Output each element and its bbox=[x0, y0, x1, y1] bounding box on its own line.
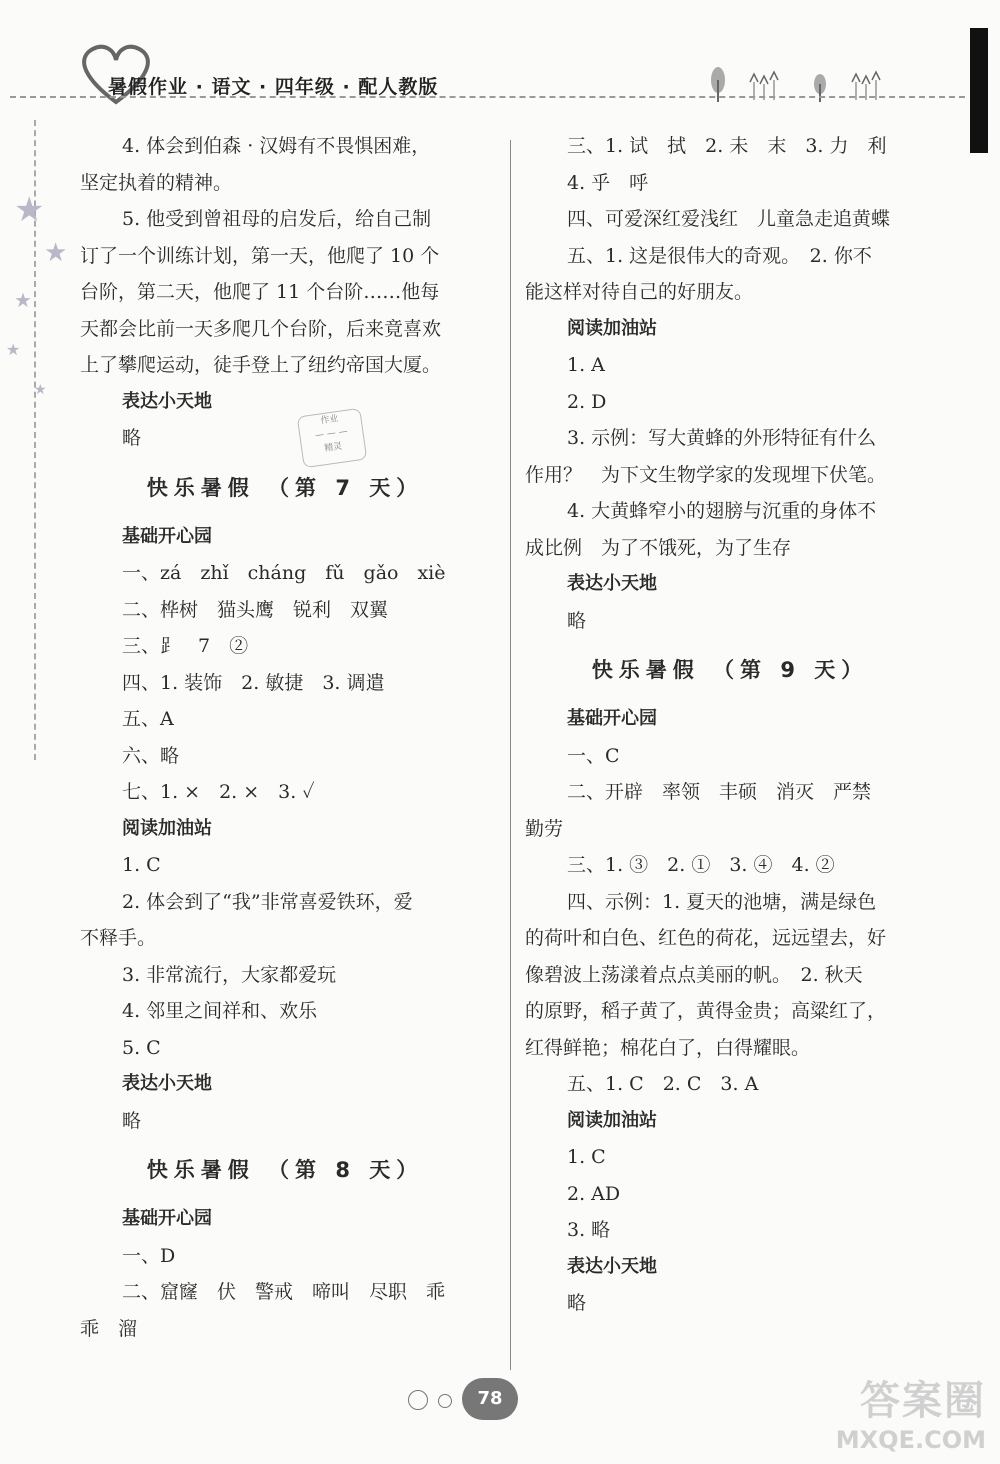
star-icon: ★ bbox=[44, 238, 68, 268]
answer-line: 乖 溜 bbox=[80, 1317, 138, 1340]
answer-line: 七、1. × 2. × 3. ✓ bbox=[122, 781, 315, 803]
subsection-label: 基础开心园 bbox=[122, 1208, 212, 1229]
answer-line: 四、示例：1. 夏天的池塘，满是绿色 bbox=[567, 890, 877, 913]
answer-line: 不释手。 bbox=[80, 927, 157, 949]
answer-line: 4. 邻里之间祥和、欢乐 bbox=[122, 1000, 318, 1022]
circle-decoration-icon bbox=[438, 1394, 452, 1408]
subsection-label: 基础开心园 bbox=[122, 525, 212, 547]
answer-line: 4. 体会到伯森 · 汉姆有不畏惧困难， bbox=[122, 135, 431, 157]
answer-line: 3. 略 bbox=[567, 1219, 611, 1241]
header-divider bbox=[10, 96, 965, 98]
left-column bbox=[80, 128, 490, 1347]
page-number: 78 bbox=[462, 1378, 518, 1420]
answer-line: 4. 乎 呼 bbox=[567, 171, 649, 194]
answer-line: 的原野，稻子黄了，黄得金贵；高粱红了， bbox=[525, 1000, 887, 1022]
answer-line: 六、略 bbox=[122, 744, 180, 767]
subsection-label: 基础开心园 bbox=[567, 708, 657, 729]
watermark: 答案圈 MXQE.COM bbox=[835, 1378, 986, 1454]
star-icon: ★ bbox=[14, 190, 45, 230]
right-column bbox=[525, 128, 935, 1322]
answer-line: 二、桦树 猫头鹰 锐利 双翼 bbox=[122, 598, 389, 621]
star-icon: ★ bbox=[14, 288, 32, 312]
answer-line: 略 bbox=[567, 1292, 587, 1314]
answer-line: 红得鲜艳；棉花白了，白得耀眼。 bbox=[525, 1036, 811, 1059]
homework-stamp: 作业 — — — 精灵 bbox=[297, 408, 368, 468]
answer-line: 5. 他受到曾祖母的启发后，给自己制 bbox=[122, 208, 432, 230]
answer-line: 3. 示例：写大黄蜂的外形特征有什么 bbox=[567, 427, 877, 449]
tree-decoration-icon bbox=[700, 62, 890, 106]
answer-line: 2. D bbox=[567, 390, 607, 413]
answer-line: 一、zá zhǐ cháng fǔ gǎo xiè bbox=[122, 562, 446, 584]
answer-line: 台阶，第二天，他爬了 11 个台阶……他每 bbox=[80, 281, 440, 303]
answer-line: 5. C bbox=[122, 1036, 161, 1059]
answer-line: 的荷叶和白色、红色的荷花，远远望去，好 bbox=[525, 927, 887, 949]
answer-line: 1. A bbox=[567, 354, 605, 376]
answer-line: 二、窟窿 伏 警戒 啼叫 尽职 乖 bbox=[122, 1281, 446, 1303]
answer-line: 4. 大黄蜂窄小的翅膀与沉重的身体不 bbox=[567, 500, 877, 522]
header-title: 暑假作业 · 语文 · 四年级 · 配人教版 bbox=[108, 76, 439, 98]
subsection-label: 表达小天地 bbox=[567, 573, 657, 594]
answer-line: 五、1. 这是很伟大的奇观。 2. 你不 bbox=[567, 244, 872, 267]
answer-line: 五、1. C 2. C 3. A bbox=[567, 1073, 759, 1095]
star-icon: ★ bbox=[34, 382, 47, 398]
answer-line: 五、A bbox=[122, 708, 174, 730]
answer-line: 上了攀爬运动，徒手登上了纽约帝国大厦。 bbox=[80, 354, 442, 376]
section-heading: 快乐暑假 （第 9 天） bbox=[591, 658, 869, 682]
answer-line: 2. AD bbox=[567, 1182, 621, 1205]
subsection-label: 表达小天地 bbox=[122, 1073, 212, 1094]
answer-line: 1. C bbox=[567, 1146, 606, 1168]
subsection-label: 表达小天地 bbox=[122, 390, 212, 412]
answer-line: 作用？ 为下文生物学家的发现埋下伏笔。 bbox=[525, 463, 887, 486]
answer-line: 订了一个训练计划，第一天，他爬了 10 个 bbox=[80, 244, 440, 267]
subsection-label: 阅读加油站 bbox=[122, 817, 212, 839]
answer-line: 略 bbox=[122, 1109, 142, 1132]
answer-line: 四、可爱深红爱浅红 儿童急走追黄蝶 bbox=[567, 208, 891, 230]
answer-line: 成比例 为了不饿死，为了生存 bbox=[525, 536, 792, 559]
answer-line: 1. C bbox=[122, 854, 161, 876]
answer-line: 三、1. 试 拭 2. 未 末 3. 力 利 bbox=[567, 135, 887, 157]
subsection-label: 表达小天地 bbox=[567, 1255, 657, 1277]
edge-bar bbox=[970, 28, 988, 153]
answer-line: 像碧波上荡漾着点点美丽的帆。 2. 秋天 bbox=[525, 963, 863, 986]
answer-line: 四、1. 装饰 2. 敏捷 3. 调遣 bbox=[122, 671, 385, 694]
answer-line: 二、开辟 率领 丰硕 消灭 严禁 bbox=[567, 781, 872, 803]
answer-line: 三、⻊ 7 ② bbox=[122, 635, 249, 657]
answer-line: 3. 非常流行，大家都爱玩 bbox=[122, 963, 337, 986]
answer-line: 2. 体会到了“我”非常喜爱铁环，爱 bbox=[122, 890, 413, 913]
answer-line: 一、C bbox=[567, 744, 620, 767]
answer-line: 能这样对待自己的好朋友。 bbox=[525, 281, 754, 303]
page-header bbox=[0, 0, 1000, 130]
column-divider bbox=[510, 140, 511, 1370]
circle-decoration-icon bbox=[408, 1390, 428, 1410]
answer-line: 三、1. ③ 2. ① 3. ④ 4. ② bbox=[567, 854, 835, 876]
answer-line: 略 bbox=[122, 427, 142, 449]
section-heading: 快乐暑假 （第 8 天） bbox=[146, 1158, 424, 1182]
subsection-label: 阅读加油站 bbox=[567, 317, 657, 339]
answer-line: 一、D bbox=[122, 1244, 176, 1267]
answer-line: 略 bbox=[567, 609, 587, 632]
star-icon: ★ bbox=[6, 340, 21, 359]
section-heading: 快乐暑假 （第 7 天） bbox=[146, 475, 424, 500]
subsection-label: 阅读加油站 bbox=[567, 1109, 657, 1131]
answer-line: 天都会比前一天多爬几个台阶，后来竟喜欢 bbox=[80, 317, 442, 340]
answer-line: 勤劳 bbox=[525, 817, 564, 840]
answer-line: 坚定执着的精神。 bbox=[80, 171, 233, 194]
